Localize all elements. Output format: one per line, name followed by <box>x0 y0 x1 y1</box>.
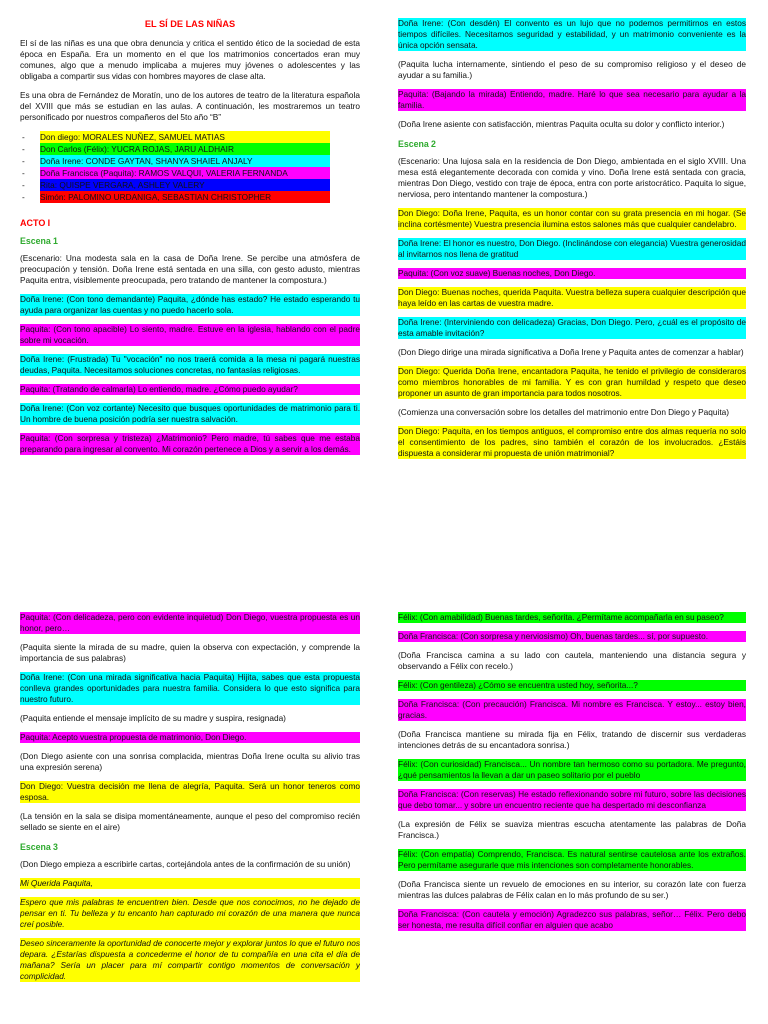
script-column-bottom-right <box>398 612 746 931</box>
document-title: EL SÍ DE LAS NIÑAS <box>144 19 236 29</box>
page-bottom-left <box>20 612 360 1024</box>
intro-paragraph: Es una obra de Fernández de Moratín, uno de los autores de teatro de la literatura española del XVIII que más se estudian en las aulas. A continuación, les mostraremos un teatro personificado por nuestros compañeros del 5to año “B” <box>20 90 360 122</box>
cast-item-text: Doña Irene: CONDE GAYTAN, SHANYA SHAIEL ANJALY <box>40 155 330 167</box>
stage-direction: (Doña Francisca mantiene su mirada fija en Félix, tratando de discernir sus verdaderas intenciones detrás de su encantadora sonrisa.) <box>398 729 746 750</box>
bullet-dash-icon: - <box>22 144 25 154</box>
stage-direction: (Doña Irene asiente con satisfacción, mientras Paquita oculta su dolor y conflicto interior.) <box>398 119 725 129</box>
stage-direction: (Escenario: Una modesta sala en la casa de Doña Irene. Se percibe una atmósfera de preocupación y tensión. Doña Irene está sentada en una silla, con gesto adusto, mientras Paquita entra, visiblemente preocupada, pero tratando de mantener la compostura.) <box>20 253 360 285</box>
intro-paragraph: El sí de las niñas es una que obra denuncia y critica el sentido ético de la sociedad de esta época en España. Era un momento en el que los matrimonios concertados eran muy comunes, algo que a menudo implicaba a mujeres muy jóvenes o adolescentes y las obligaba a compartir sus vidas con hombres mayores de clase alta. <box>20 38 360 81</box>
stage-direction: (Comienza una conversación sobre los detalles del matrimonio entre Don Diego y Paquita) <box>398 407 730 417</box>
dialogue-line-dona-irene: Doña Irene: (Interviniendo con delicadeza) Gracias, Don Diego. Pero, ¿cuál es el propósito de esta amable invitación? <box>398 317 746 338</box>
stage-direction: (Don Diego asiente con una sonrisa complacida, mientras Doña Irene oculta su alivio tras una expresión serena) <box>20 751 360 772</box>
script-column-bottom-left <box>20 612 360 982</box>
cast-item <box>20 191 330 203</box>
cast-item <box>20 179 330 191</box>
bullet-dash-icon: - <box>22 180 25 190</box>
stage-direction: (La tensión en la sala se disipa momentáneamente, aunque el peso del compromiso recién sellado se siente en el aire) <box>20 811 360 832</box>
cast-item-text: Rita: QUISPE VERGARA, ASHLEY VALERY <box>40 179 330 191</box>
cast-item <box>20 167 330 179</box>
stage-direction: (La expresión de Félix se suaviza mientras escucha atentamente las palabras de Doña Francisca.) <box>398 819 746 840</box>
scene-heading: Escena 3 <box>20 842 58 852</box>
dialogue-line-paquita: Doña Francisca: (Con cautela y emoción) Agradezco sus palabras, señor… Félix. Pero debo ser honesta, me resulta difícil confiar en alguien que acabo <box>398 909 746 930</box>
dialogue-line-dona-irene: Doña Irene: (Con una mirada significativa hacia Paquita) Hijita, sabes que esta propuesta conlleva grandes oportunidades para nuestra familia. Considera lo que esto significa para nuestro futuro. <box>20 672 360 704</box>
dialogue-line-dona-irene: Doña Irene: (Con desdén) El convento es un lujo que no podemos permitirnos en estos tiempos difíciles. Necesitamos seguridad y estabilidad, y un matrimonio conveniente es la única opción sensata. <box>398 18 746 50</box>
script-column-top-right <box>398 18 746 459</box>
dialogue-line-felix: Félix: (Con amabilidad) Buenas tardes, señorita. ¿Permítame acompañarla en su paseo? <box>398 612 746 623</box>
dialogue-line-don-diego: Don Diego: Vuestra decisión me llena de alegría, Paquita. Será un honor teneros como esposa. <box>20 781 360 802</box>
script-column-top-left <box>20 217 360 455</box>
dialogue-line-felix: Félix: (Con empatía) Comprendo, Francisca. Es natural sentirse cautelosa ante los extraños. Pero permítame asegurarle que mis intenciones son completamente honorables. <box>398 849 746 870</box>
dialogue-line-don-diego: Don Diego: Doña Irene, Paquita, es un honor contar con su grata presencia en mi hogar. (Se inclina cortésmente) Vuestra presencia ilumina estos salones más que cualquier candelabro. <box>398 208 746 229</box>
dialogue-line-paquita: Paquita: (Tratando de calmarla) Lo entiendo, madre. ¿Cómo puedo ayudar? <box>20 384 360 395</box>
stage-direction: (Don Diego dirige una mirada significativa a Doña Irene y Paquita antes de comenzar a hablar) <box>398 347 744 357</box>
dialogue-line-paquita: Paquita: (Con tono apacible) Lo siento, madre. Estuve en la iglesia, hablando con el padre sobre mi vocación. <box>20 324 360 345</box>
dialogue-line-paquita: Doña Francisca: (Con sorpresa y nerviosismo) Oh, buenas tardes... sí, por supuesto. <box>398 631 746 642</box>
cast-item-text: Doña Francisca (Paquita): RAMOS VALQUI, VALERIA FERNANDA <box>40 167 330 179</box>
letter-paragraph: Espero que mis palabras te encuentren bien. Desde que nos conocimos, no he dejado de pensar en ti. Tu belleza y tu encanto han capturado mi corazón de una manera que nunca creí posible. <box>20 897 360 929</box>
dialogue-line-paquita: Paquita: (Con sorpresa y tristeza) ¿Matrimonio? Pero madre, tú sabes que me estaba preparando para ingresar al convento. Mi corazón pertenece a Dios y a servir a los demás. <box>20 433 360 454</box>
stage-direction: (Paquita siente la mirada de su madre, quien la observa con expectación, y comprende la importancia de sus palabras) <box>20 642 360 663</box>
dialogue-line-don-diego: Don Diego: Paquita, en los tiempos antiguos, el compromiso entre dos almas requería no solo el consentimiento de los padres, sino también el corazón de los involucrados. ¿Estáis dispuesta a considerar mi propuesta de unión matrimonial? <box>398 426 746 458</box>
bullet-dash-icon: - <box>22 132 25 142</box>
letter-paragraph: Deseo sinceramente la oportunidad de conocerte mejor y explorar juntos lo que el futuro nos depara. ¿Estarías dispuesta a concederme el honor de tu compañía en una cita el día de mañana? Sería un placer para mí compartir contigo momentos de conversación y complicidad. <box>20 938 360 981</box>
cast-item <box>20 143 330 155</box>
cast-list <box>20 131 360 203</box>
cast-item-text: Don Carlos (Félix): YUCRA ROJAS, JARU ALDHAIR <box>40 143 330 155</box>
dialogue-line-paquita: Doña Francisca: (Con reservas) He estado reflexionando sobre mi futuro, sobre las decisiones que debo tomar... y sobre un encuentro reciente que ha despertado mi desconfianza <box>398 789 746 810</box>
stage-direction: (Don Diego empieza a escribirle cartas, cortejándola antes de la confirmación de su unión) <box>20 859 351 869</box>
scene-heading: Escena 1 <box>20 236 58 246</box>
cast-item-text: Simón: PALOMINO URDANIGA, SEBASTIAN CHRISTOPHER <box>40 191 330 203</box>
dialogue-line-dona-irene: Doña Irene: El honor es nuestro, Don Diego. (Inclinándose con elegancia) Vuestra generosidad al invitarnos nos llena de gratitud <box>398 238 746 259</box>
dialogue-line-paquita: Paquita: (Bajando la mirada) Entiendo, madre. Haré lo que sea necesario para ayudar a la familia. <box>398 89 746 110</box>
dialogue-line-don-diego: Don Diego: Buenas noches, querida Paquita. Vuestra belleza supera cualquier descripción que haya leído en las cartas de vuestra madre. <box>398 287 746 308</box>
dialogue-line-dona-irene: Doña Irene: (Frustrada) Tu "vocación" no nos traerá comida a la mesa ni pagará nuestras deudas, Paquita. Necesitamos soluciones concretas, no fantasías religiosas. <box>20 354 360 375</box>
stage-direction: (Escenario: Una lujosa sala en la residencia de Don Diego, ambientada en el siglo XVIII. Una mesa está elegantemente decorada con comida y vino. Doña Irene está sentada con gracia, mientras Don Diego, vestido con traje de época, entra con porte aristocrático. Paquita lo sigue, nerviosa, pero intentando mantener la compostura.) <box>398 156 746 199</box>
dialogue-line-felix: Félix: (Con gentileza) ¿Cómo se encuentra usted hoy, señorita...? <box>398 680 746 691</box>
dialogue-line-don-diego: Don Diego: Querida Doña Irene, encantadora Paquita, he tenido el privilegio de consideraros como miembros honorables de mi familia. Y es con gran humildad y respeto que deseo proponer un asunto de gran importancia para todos nosotros. <box>398 366 746 398</box>
stage-direction: (Doña Francisca camina a su lado con cautela, manteniendo una distancia segura y observando a Félix con recelo.) <box>398 650 746 671</box>
page-bottom-right <box>398 612 746 1024</box>
dialogue-line-paquita: Paquita: (Con delicadeza, pero con evidente inquietud) Don Diego, vuestra propuesta es un honor, pero… <box>20 612 360 633</box>
dialogue-line-felix: Félix: (Con curiosidad) Francisca... Un nombre tan hermoso como su portadora. Me pregunto, ¿qué pensamientos la llevan a dar un paseo solitario por el pueblo <box>398 759 746 780</box>
scene-heading: Escena 2 <box>398 139 436 149</box>
dialogue-line-dona-irene: Doña Irene: (Con tono demandante) Paquita, ¿dónde has estado? He estado esperando tu ayuda para organizar las cuentas y no puedo hacerlo sola. <box>20 294 360 315</box>
bullet-dash-icon: - <box>22 168 25 178</box>
dialogue-line-paquita: Paquita: Acepto vuestra propuesta de matrimonio, Don Diego. <box>20 732 360 743</box>
dialogue-line-dona-irene: Doña Irene: (Con voz cortante) Necesito que busques oportunidades de matrimonio para ti. Un hombre de buena posición podría ser nuestra salvación. <box>20 403 360 424</box>
page-top-right <box>398 18 746 593</box>
stage-direction: (Doña Francisca siente un revuelo de emociones en su interior, su corazón late con fuerza mientras las dulces palabras de Félix calan en lo más profundo de su ser.) <box>398 879 746 900</box>
act-heading: ACTO I <box>20 218 51 228</box>
cast-item <box>20 131 330 143</box>
stage-direction: (Paquita entiende el mensaje implícito de su madre y suspira, resignada) <box>20 713 286 723</box>
letter-paragraph: Mi Querida Paquita, <box>20 878 360 889</box>
stage-direction: (Paquita lucha internamente, sintiendo el peso de su compromiso religioso y el deseo de ayudar a su familia.) <box>398 59 746 80</box>
bullet-dash-icon: - <box>22 156 25 166</box>
cast-item-text: Don diego: MORALES NUÑEZ, SAMUEL MATIAS <box>40 131 330 143</box>
dialogue-line-paquita: Paquita: (Con voz suave) Buenas noches, Don Diego. <box>398 268 746 279</box>
page-top-left <box>20 18 360 593</box>
dialogue-line-paquita: Doña Francisca: (Con precaución) Francisca. Mi nombre es Francisca. Y estoy... estoy bien, gracias. <box>398 699 746 720</box>
bullet-dash-icon: - <box>22 192 25 202</box>
cast-item <box>20 155 330 167</box>
